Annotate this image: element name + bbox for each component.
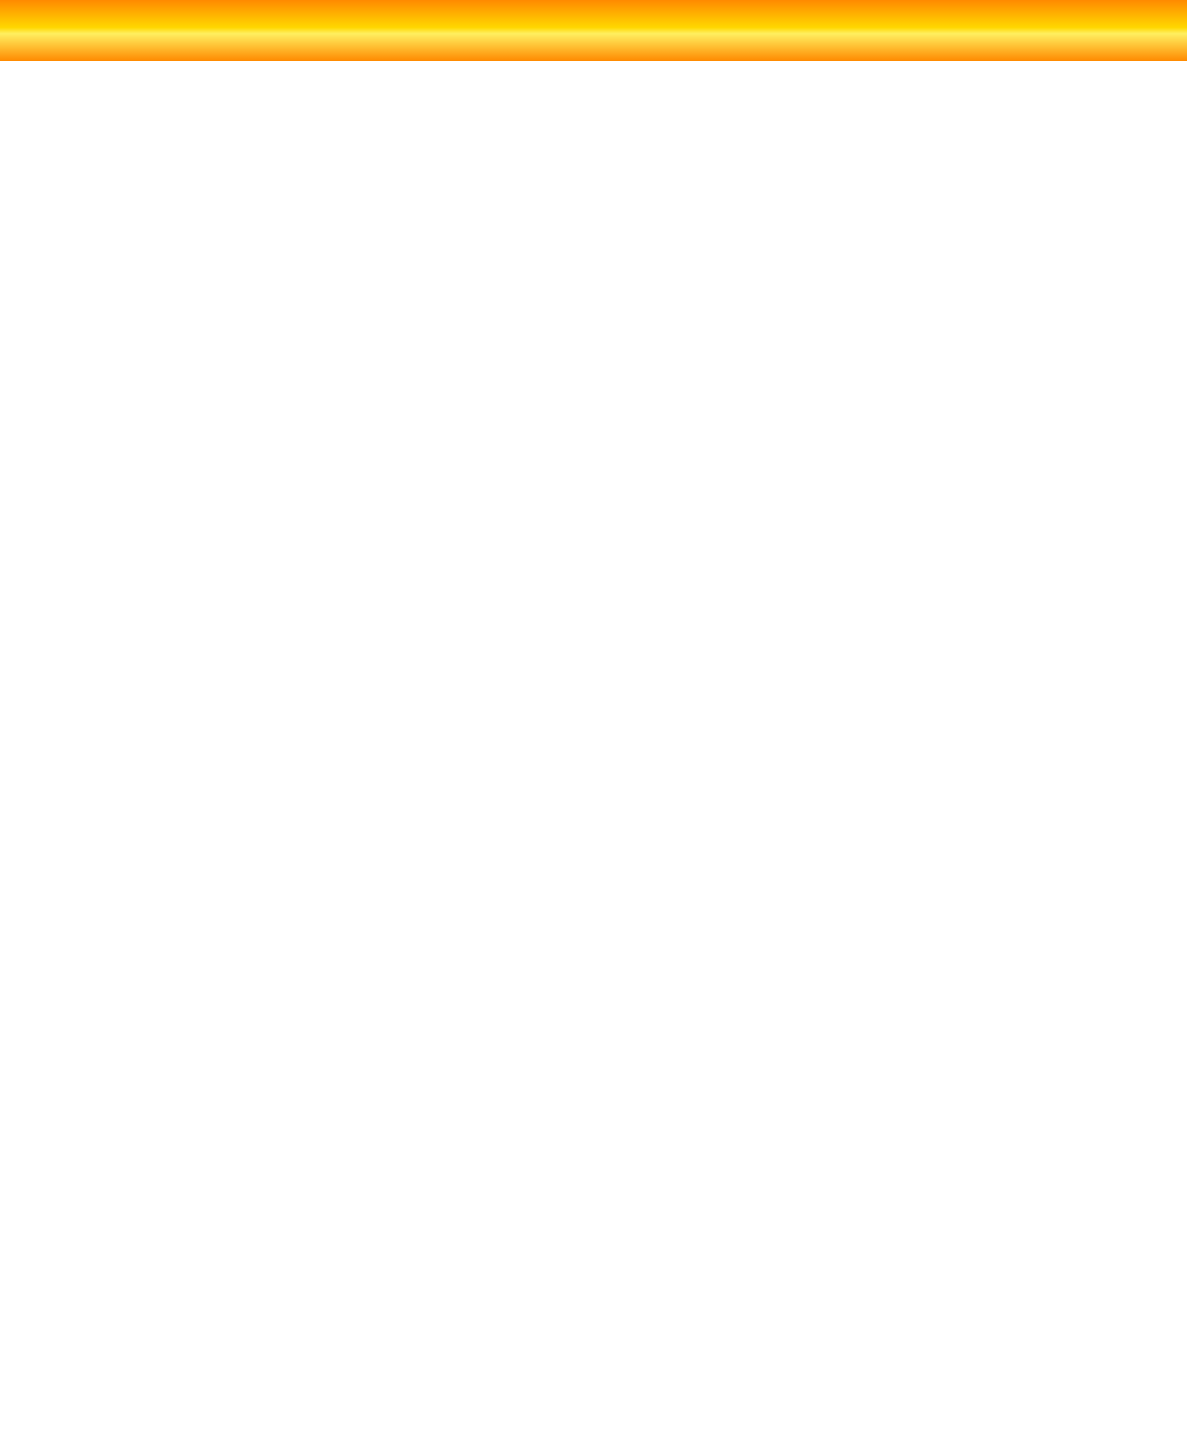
page-title [0,0,1187,61]
